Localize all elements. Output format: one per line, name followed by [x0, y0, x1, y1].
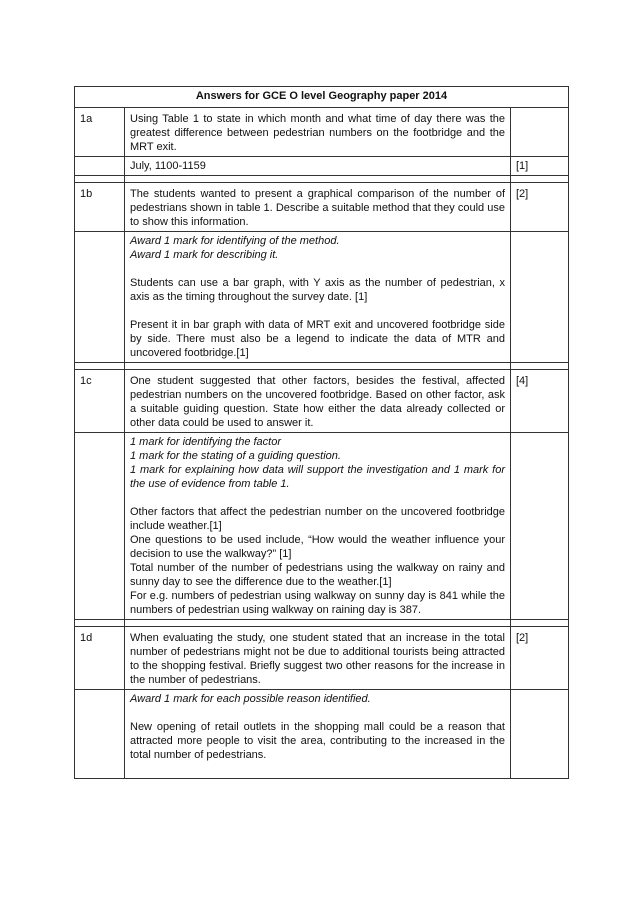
table-title: Answers for GCE O level Geography paper 2014 — [75, 87, 569, 108]
spacer-row — [75, 176, 569, 183]
mark-scheme-line: 1 mark for explaining how data will support the investigation and 1 mark for the use of evidence from table 1. — [130, 464, 505, 490]
marks-cell: [4] — [511, 370, 569, 433]
mark-scheme-line: Award 1 mark for describing it. — [130, 249, 279, 261]
answer-paragraph: Other factors that affect the pedestrian number on the uncovered footbridge include weather.[1] — [130, 506, 505, 532]
answer-row-1b — [75, 232, 569, 363]
question-row-1a — [75, 108, 569, 157]
answer-paragraph: Present it in bar graph with data of MRT exit and uncovered footbridge side by side. There must also be a legend to indicate the data of MTR and uncovered footbridge.[1] — [130, 319, 505, 359]
answer-cell — [125, 232, 511, 363]
question-number: 1c — [75, 370, 125, 433]
mark-scheme-line: Award 1 mark for identifying of the method. — [130, 235, 340, 247]
answer-row-1a — [75, 157, 569, 176]
answer-cell — [125, 690, 511, 779]
marks-cell — [511, 108, 569, 157]
marks-cell: [1] — [511, 157, 569, 176]
answer-row-1c — [75, 433, 569, 620]
answer-row-1d — [75, 690, 569, 779]
answer-paragraph: Students can use a bar graph, with Y axis as the number of pedestrian, x axis as the timing throughout the survey date. [1] — [130, 277, 505, 303]
spacer-row — [75, 620, 569, 627]
marks-cell: [2] — [511, 627, 569, 690]
question-number: 1a — [75, 108, 125, 157]
mark-scheme-line: 1 mark for identifying the factor — [130, 436, 282, 448]
mark-scheme-line: Award 1 mark for each possible reason identified. — [130, 693, 371, 705]
question-row-1c — [75, 370, 569, 433]
answer-paragraph: For e.g. numbers of pedestrian using walkway on sunny day is 841 while the numbers of pedestrian using walkway on raining day is 387. — [130, 590, 505, 616]
marks-cell: [2] — [511, 183, 569, 232]
answer-paragraph: One questions to be used include, “How would the weather influence your decision to use the walkway?” [1] — [130, 534, 505, 560]
answer-table — [74, 86, 569, 779]
answer-text: July, 1100-1159 — [125, 157, 511, 176]
question-text: Using Table 1 to state in which month and what time of day there was the greatest difference between pedestrian numbers on the footbridge and the MRT exit. — [125, 108, 511, 157]
answer-paragraph: Total number of the number of pedestrians using the walkway on rainy and sunny day to see the difference due to the weather.[1] — [130, 562, 505, 588]
question-number: 1d — [75, 627, 125, 690]
question-row-1d — [75, 627, 569, 690]
spacer-row — [75, 363, 569, 370]
mark-scheme-line: 1 mark for the stating of a guiding question. — [130, 450, 341, 462]
question-row-1b — [75, 183, 569, 232]
question-text: When evaluating the study, one student stated that an increase in the total number of pedestrians might not be due to additional tourists being attracted to the shopping festival. Briefly suggest two other reasons for the increase in the number of pedestrians. — [125, 627, 511, 690]
question-number: 1b — [75, 183, 125, 232]
question-text: The students wanted to present a graphical comparison of the number of pedestrians shown in table 1. Describe a suitable method that they could use to show this information. — [125, 183, 511, 232]
question-text: One student suggested that other factors, besides the festival, affected pedestrian numbers on the uncovered footbridge. Based on other factor, ask a suitable guiding question. State how either the data already collected or other data could be used to answer it. — [125, 370, 511, 433]
title-row — [75, 87, 569, 108]
answer-cell — [125, 433, 511, 620]
answer-paragraph: New opening of retail outlets in the shopping mall could be a reason that attracted more people to visit the area, contributing to the increased in the total number of pedestrians. — [130, 721, 505, 761]
